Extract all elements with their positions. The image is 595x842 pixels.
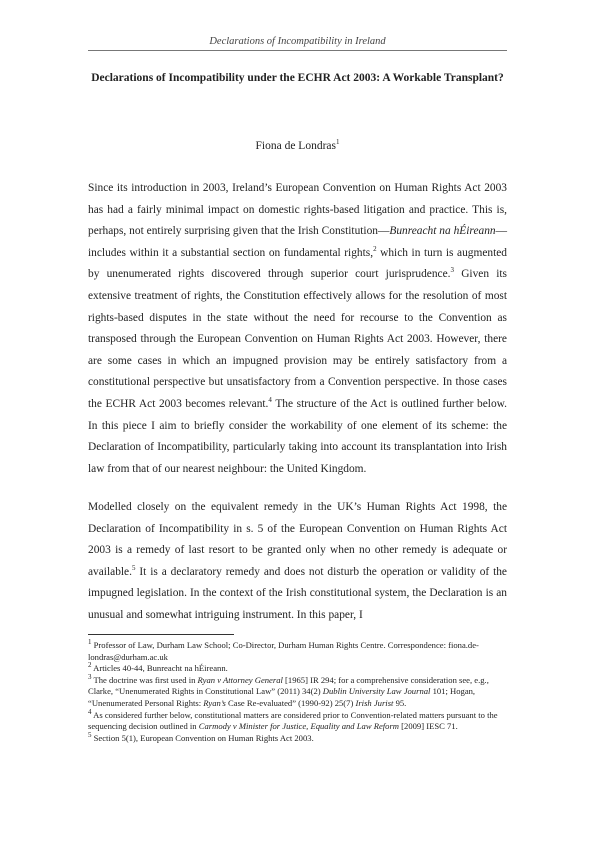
italic-text: Carmody v Minister for Justice, Equality and Law Reform	[198, 721, 400, 732]
body-paragraph-1	[88, 178, 507, 480]
footnote-1	[88, 640, 507, 663]
text-run: Section 5(1), European Convention on Human Rights Act 2003.	[91, 732, 314, 743]
footnote-ref: 4	[268, 396, 272, 405]
text-run: Modelled closely on the equivalent remedy in the UK’s Human Rights Act 1998, the Declaration of Incompatibility in s. 5 of the European Convention on Human Rights Act 2003 is a remedy of last resort to be granted only when no other remedy is adequate or available.	[88, 501, 507, 578]
text-run: [1965] IR 294; for a comprehensive consideration see, e.g., Clarke, “Unenumerated Rights in Constitutional Law” (2011) 34(2)	[88, 674, 489, 697]
footnote-5	[88, 730, 507, 745]
italic-text: Ryan’s	[203, 697, 226, 708]
footnote-4	[88, 707, 507, 733]
text-run: Given its extensive treatment of rights, the Constitution effectively allows for the resolution of most rights-based disputes in the state without the need for recourse to the Convention as transposed through the European Convention on Human Rights Act 2003. However, there are some cases in which an impugned provision may be entirely satisfactory from a constitutional perspective but unsatisfactory from a Convention perspective. In those cases the ECHR Act 2003 becomes relevant.	[88, 268, 507, 410]
footnotes	[88, 640, 507, 744]
text-run: [2009] IESC 71.	[399, 721, 458, 732]
text-run: —includes within it a substantial section on fundamental rights,	[88, 225, 507, 259]
footnote-ref: 3	[450, 266, 455, 275]
body-paragraph-2	[88, 497, 507, 627]
text-run: 95.	[393, 697, 407, 708]
text-run: Case Re-evaluated” (1990-92) 25(7)	[225, 697, 356, 708]
footnote-2	[88, 663, 507, 675]
footnote-ref: 2	[88, 661, 92, 670]
italic-text: Bunreacht na hÉireann	[389, 225, 496, 238]
italic-text: Irish Jurist	[355, 697, 394, 708]
running-head: Declarations of Incompatibility in Ireland	[88, 36, 507, 51]
author-line	[88, 140, 507, 152]
paper-title: Declarations of Incompatibility under the ECHR Act 2003: A Workable Transplant?	[91, 72, 504, 84]
text-run: As considered further below, constitutional matters are considered prior to Convention-related matters pursuant to the sequencing decision outlined in	[88, 709, 498, 732]
footnote-ref: 2	[373, 244, 377, 253]
footnote-3	[88, 672, 507, 710]
footnote-ref: 4	[88, 707, 92, 716]
text-run: 101; Hogan, “Unenumerated Personal Rights:	[88, 686, 476, 708]
text-run: The doctrine was first used in	[91, 674, 198, 685]
footnote-ref: 1	[88, 638, 92, 647]
text-run: Articles 40-44, Bunreacht na hÉireann.	[91, 663, 228, 674]
footnote-ref: 5	[88, 730, 92, 739]
footnote-separator	[88, 634, 234, 635]
footnote-ref: 3	[88, 672, 92, 681]
italic-text: Ryan v Attorney General	[197, 674, 283, 685]
text-run: Professor of Law, Durham Law School; Co-Director, Durham Human Rights Centre. Correspondence: fiona.de-londras@durham.ac.uk	[88, 640, 479, 662]
text-run: which in turn is augmented by unenumerated rights discovered through superior court jurisprudence.	[88, 246, 507, 281]
text-run: The structure of the Act is outlined further below. In this piece I aim to briefly consider the workability of one element of its scheme: the Declaration of Incompatibility, particularly taking into account its transplantation into Irish law from that of our nearest neighbour: the United Kingdom.	[88, 397, 507, 475]
footnote-ref: 5	[131, 563, 136, 572]
text-run: Since its introduction in 2003, Ireland’s European Convention on Human Rights Act 2003 has had a fairly minimal impact on domestic rights-based litigation and practice. This is, perhaps, not entirely surprising given that the Irish Constitution—	[88, 182, 507, 238]
text-run: It is a declaratory remedy and does not disturb the operation or validity of the impugned legislation. In the context of the Irish constitutional system, the Declaration is an unusual and somewhat intriguing instrument. In this paper, I	[88, 565, 507, 621]
italic-text: Dublin University Law Journal	[322, 686, 431, 697]
author-footnote-ref: 1	[335, 138, 340, 147]
author-name: Fiona de Londras	[255, 140, 336, 152]
